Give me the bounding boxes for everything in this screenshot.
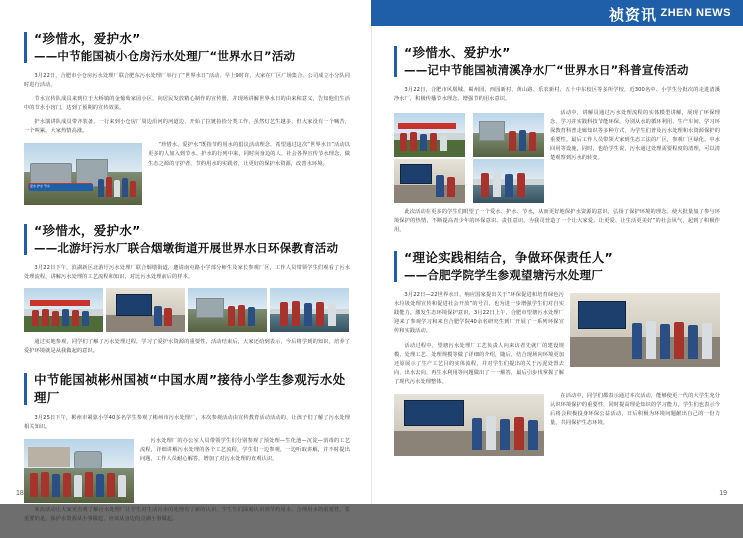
article-left-3	[24, 371, 350, 525]
article-left-2	[24, 222, 350, 356]
article-photo	[473, 159, 544, 203]
article-body-end	[394, 208, 720, 235]
paragraph: 3月22日—22世界水日，响应国家提出关于“环保促进和培育绿色污水垃圾处理宣传和促进社会开放”的号召，也为进一步增强学生们对自实践能力，激发生态环境保护意识，3月22日上午，合肥市望塘污水处理厂迎来了参观学习和来自合肥学院40余名研究生到厂开展了一系列环保宣传和实践活动。	[394, 292, 564, 335]
article-subheadline: ——记中节能国祯清溪净水厂“世界水日”科普宣传活动	[404, 63, 689, 78]
article-photo: 爱水 护水 节水	[24, 143, 142, 205]
right-column	[394, 44, 720, 473]
paragraph: 活动中，讲解员通过污水处理流程的实体模型讲解，展现了环保理念，学习并实践科技节能环保，分别从水的循环利用、生产车间、学习环保教育科普走廊知识等多种方式，为学生们普及污水处理和水资源保护的重要性。最后工作人员带领大家到生态工法的厂区，参观厂区绿化、中水回用等设施，同时，也给学生说，污水通过处理需要程度的清理，可以清楚观察到污水的转变。	[550, 109, 720, 162]
article-heading	[394, 44, 720, 79]
page-number-left: 18	[16, 490, 24, 497]
paragraph: 此次活动在更多的学生们眼望了一个爱水、护水、节水，从而更好地保护水资源的意识，弘扬了保护环境的理念。使大批量加了参与环境保护的热情，不断提高青少年的环保意识、责任意识，为我司营造了一个让大家爱、让更爱、让生活更美好”的社会风气，起到了积极作用。	[394, 208, 720, 234]
article-body	[24, 264, 350, 282]
article-subheadline: ——合肥学院学生参观望塘污水处理厂	[404, 268, 603, 283]
paragraph: 3月22日，合肥市风凰城、蜀州园、西园新村、黄山路、乐农新村、五十中东校区等多所学校，近300名中、小学生分批次的走进清溪净水厂，积极传播节水理念、增强节约用水意识。	[394, 86, 720, 102]
article-body	[394, 86, 720, 104]
article-photo	[106, 288, 185, 332]
paragraph: 通过实地参观，同学们了解了污水处理过程，学习了爱护水资源的重要性，活动结束后，大家还给到表示，今后将学到的知识，培养了爱护环境就是从我做起的意识。	[24, 339, 350, 355]
article-headline: “珍惜水，爱护水”	[34, 31, 141, 46]
article-photo	[270, 288, 349, 332]
article-photo	[570, 293, 720, 367]
article-photo	[24, 439, 134, 503]
page-spine	[371, 0, 372, 504]
article-headline: 中节能国祯彬州国祯“中国水周”接待小学生参观污水处理厂	[34, 371, 346, 405]
article-body-continued	[24, 338, 350, 356]
article-photo	[394, 113, 465, 157]
paragraph: 3月22日下午，滨湖新区北游圩污水处理厂联合烟墩街道，邀请南屯路小学部分师生及家长参观厂区，工作人员带领学生们观看了污水处理流程，讲解污水处理的工艺流程和知识，对比污水处理前后的样本。	[24, 265, 350, 281]
article-heading	[24, 222, 350, 257]
article-body	[24, 414, 350, 432]
article-subheadline: ——中节能国祯小仓房污水处理厂“世界水日”活动	[34, 49, 296, 64]
article-right-2	[394, 249, 720, 459]
left-column	[24, 30, 350, 538]
paragraph: 3月22日，合肥市小仓房污水处理厂联合肥东污水处理厂举行了“世界水日”活动。早上9时许，大家在厂区广场集合，公司成立小分队同时进行活动。	[24, 72, 350, 88]
masthead	[371, 0, 743, 26]
masthead-title-en: ZHEN NEWS	[660, 7, 731, 19]
paragraph: 污水处理厂的办公室人员带领学生们分别参观了预处理—生化池—沉淀—消毒的工艺流程，详细讲解污水处理的各个工艺流程，学生们一边参观，一边听取讲解，并不时提出问题，工作人员耐心解答，增加了对污水处理的直观认识。	[140, 437, 350, 463]
masthead-title-cn: 祯资讯	[608, 6, 657, 24]
paragraph: 本次活动让大家更直观了解污水处理厂让学生对生活污水的处理有了新的认识，学生生们深刻认识到节约用水、合理用水的重要性，要重要的是，保护水资源从小事做起，应该从身边的点滴小事做起。	[24, 506, 350, 523]
paragraph: 3月25日下午，彬州市紧靠小学40多名学生参观了彬州市污水处理厂，本次参观活动由宣传教育活动活动的，让孩子们了解了污水处理相关知识。	[24, 414, 350, 430]
paragraph: 活动过程中，望塘污水处理厂工艺负责人向来访者先就厂的建设规模、处理工艺、处理规模等做了详细的介绍，随后，结合现场向环境更加还原展示了生产工艺目的实体流程，并对学生们提出的关于污泥处置去向、出水去向、再生水利用等问题做出了一一解答，最后引步伐掌握了解了现代污水处理整体。	[394, 342, 564, 385]
article-body	[24, 72, 350, 137]
article-heading	[24, 371, 350, 407]
article-headline: “理论实践相结合，争做环保责任人”	[404, 250, 614, 266]
article-photo	[188, 288, 267, 332]
article-body-end	[24, 506, 350, 524]
article-subheadline: ——北游圩污水厂联合烟墩街道开展世界水日环保教育活动	[34, 241, 339, 256]
article-photo	[394, 159, 465, 203]
article-right-1	[394, 44, 720, 235]
paragraph: “珍惜水、爱护水”既指节约用水的倡议活动理念，希望通过这次“世界水日”活动以更多的人加入到节水、护水的行列中来，同时向身边的人、社会各界宣传节水理念，做生态之源的守护者。节约用水的实践者，让更好的保护水资源，改善水环境。	[148, 142, 350, 167]
article-headline: “珍惜水、爱护水”	[404, 45, 511, 60]
article-headline: “珍惜水，爱护水”	[34, 223, 141, 239]
paragraph: 在活动中，同学们都表示通过本次活动，能够使更一代的大学生充分认识环境保护的重要性，同时提高理论知识的学习能力，学生们也表示今后将会积极投身环保公益活动，日后积极为环境问题献出自己的一份力量，共同保护生态环境。	[550, 393, 720, 427]
article-photo	[394, 394, 544, 456]
article-photo	[24, 288, 103, 332]
paragraph: 节水宣传队成员来到位于大桥镇的金葡萄家园小区，向居民发放精心制作的宣传册，并现场讲解世界水日的由来和意义，告知他们生活中的节水小窍门，达到了预期的宣传效果。	[24, 95, 350, 112]
page-number-right: 19	[719, 490, 727, 497]
article-heading	[394, 249, 720, 284]
article-heading	[24, 30, 350, 65]
article-photo-grid	[24, 288, 350, 332]
article-left-1	[24, 30, 350, 208]
article-photo	[473, 113, 544, 157]
article-photo-grid	[394, 111, 544, 205]
paragraph: 护水演讲队成员带齐装备，一行来到小仓房厂周边沿河的河道边，开始了拉链捡拾分类工作，虽然灯艺生越多，但大家没有一个喊苦，一个叫累，大家热情高涨。	[24, 119, 350, 135]
